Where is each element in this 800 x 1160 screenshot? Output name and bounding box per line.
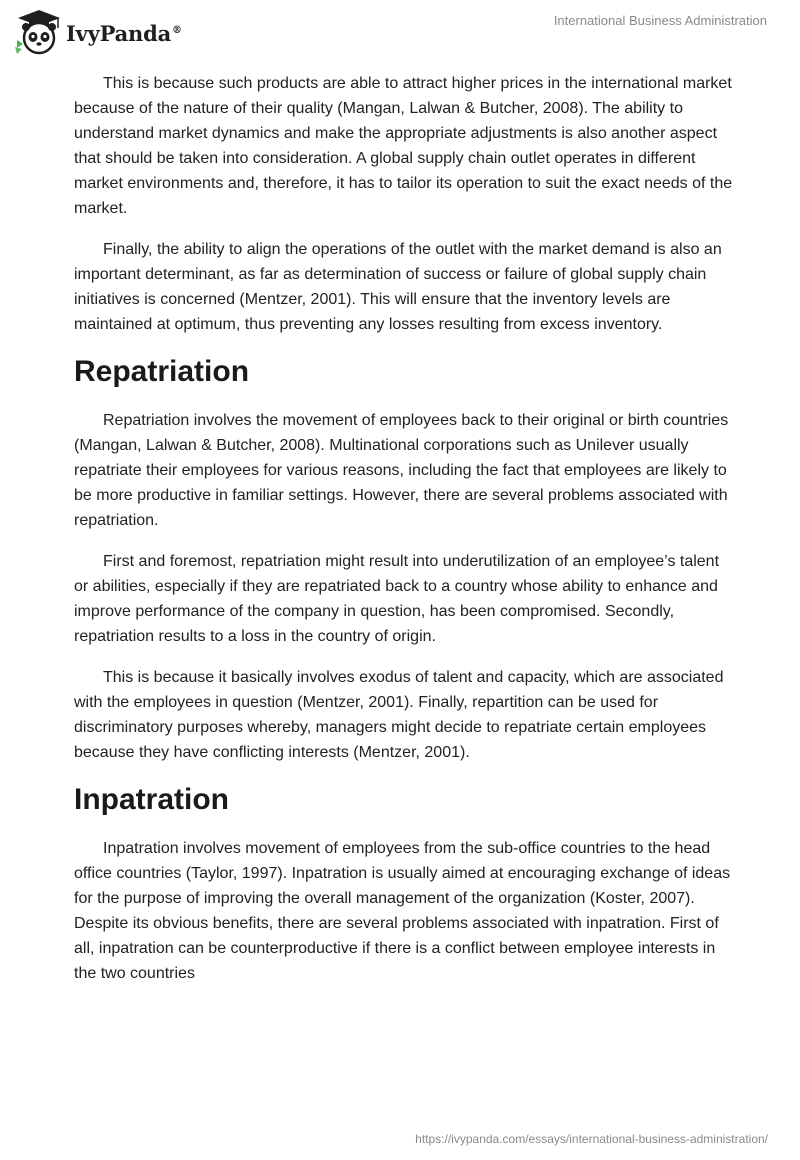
paragraph: This is because such products are able to attract higher prices in the international market because of the nature of their quality (Mangan, Lalwan & Butcher, 2008). The ability to understand market dynamics and make the appropriate adjustments is also another aspect that should be taken into consideration. A global supply chain outlet operates in different market environments and, therefore, it has to tailor its operation to suit the exact needs of the market.	[74, 75, 733, 217]
ivypanda-logo[interactable]	[14, 8, 182, 56]
paragraph: First and foremost, repatriation might result into underutilization of an employee’s talent or abilities, especially if they are repatriated back to a country whose ability to enhance and improve performance of the company in question, has been compromised. Secondly, repatriation results to a loss in the country of origin.	[74, 553, 720, 645]
panda-graduation-cap-icon	[14, 8, 64, 56]
paragraph: Repatriation involves the movement of employees back to their original or birth countries (Mangan, Lalwan & Butcher, 2008). Multinational corporations such as Unilever usually repatriate their employees for various reasons, including the fact that employees are likely to be more productive in familiar settings. However, there are several problems associated with repatriation.	[74, 412, 729, 529]
section-heading-inpatration: Inpatration	[74, 783, 229, 816]
source-url[interactable]: https://ivypanda.com/essays/international-business-administration/	[415, 1132, 768, 1146]
brand-name: IvyPanda®	[66, 20, 182, 46]
page-header	[0, 0, 800, 60]
section-heading-repatriation: Repatriation	[74, 355, 250, 388]
paragraph: This is because it basically involves exodus of talent and capacity, which are associated with the employees in question (Mentzer, 2001). Finally, repartition can be used for discriminatory purposes whereby, managers might decide to repatriate certain employees because they have conflicting interests (Mentzer, 2001).	[74, 669, 724, 761]
paragraph: Finally, the ability to align the operations of the outlet with the market demand is also an important determinant, as far as determination of success or failure of global supply chain initiatives is concerned (Mentzer, 2001). This will ensure that the inventory levels are maintained at optimum, thus preventing any losses resulting from excess inventory.	[74, 241, 722, 333]
registered-mark: ®	[172, 24, 182, 36]
essay-body	[74, 71, 734, 1002]
document-title: International Business Administration	[553, 13, 767, 28]
paragraph: Inpatration involves movement of employees from the sub-office countries to the head office countries (Taylor, 1997). Inpatration is usually aimed at encouraging exchange of ideas for the purpose of improving the overall management of the organization (Koster, 2007). Despite its obvious benefits, there are several problems associated with inpatration. First of all, inpatration can be counterproductive if there is a conflict between employee interests in the two countries	[74, 840, 731, 982]
